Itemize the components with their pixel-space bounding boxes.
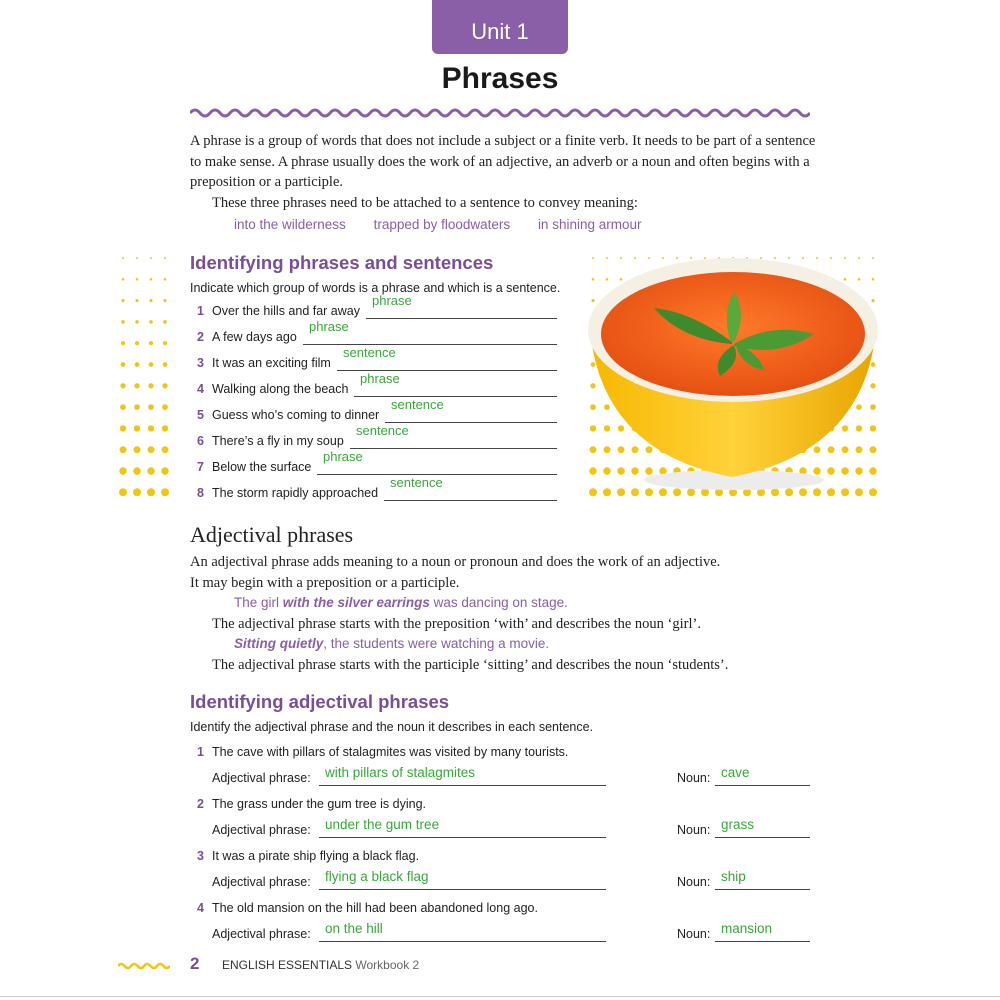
- answer-text: phrase: [360, 371, 400, 386]
- adjectival-phrase-answer: under the gum tree: [325, 817, 440, 832]
- dot: [134, 404, 140, 410]
- dot: [162, 425, 168, 431]
- footer-wave-icon: [118, 962, 170, 970]
- bottom-rule: [0, 996, 1000, 997]
- question-text: A few days ago: [212, 330, 297, 344]
- answer-text: sentence: [391, 397, 444, 412]
- answer-text: sentence: [343, 345, 396, 360]
- question-number: 2: [197, 797, 204, 811]
- question-text: Below the surface: [212, 460, 312, 474]
- noun-answer: grass: [721, 817, 755, 832]
- dot: [163, 320, 167, 324]
- dot: [121, 299, 124, 302]
- dot: [135, 341, 139, 345]
- question-number: 6: [197, 434, 204, 448]
- question-number: 3: [197, 849, 204, 863]
- page-number: 2: [190, 954, 200, 973]
- dot: [120, 404, 126, 410]
- question-number: 4: [197, 901, 204, 915]
- adjectival-phrase-answer: with pillars of stalagmites: [325, 765, 476, 780]
- dot: [147, 467, 154, 474]
- dot: [162, 404, 168, 410]
- dot: [161, 488, 169, 496]
- adjectival-question: [197, 901, 817, 951]
- dot: [161, 467, 168, 474]
- dot: [135, 320, 139, 324]
- example-text: was dancing on stage.: [429, 595, 568, 610]
- dot: [150, 278, 153, 281]
- adjectival-question: [197, 745, 817, 795]
- noun-label: Noun:: [677, 771, 711, 785]
- dot: [136, 257, 138, 259]
- adjectival-body: [190, 552, 830, 675]
- dot: [164, 257, 166, 259]
- noun-answer: mansion: [721, 921, 773, 936]
- question-text: The storm rapidly approached: [212, 486, 379, 500]
- section-instruction: Identify the adjectival phrase and the noun it describes in each sentence.: [190, 720, 594, 734]
- question-sentence: The grass under the gum tree is dying.: [212, 797, 427, 811]
- example-explanation-2: The adjectival phrase starts with the participle ‘sitting’ and describes the noun ‘students’.: [212, 656, 729, 673]
- example-sentence-1: [190, 593, 830, 614]
- example-phrase: in shining armour: [537, 217, 642, 232]
- answer-line[interactable]: [354, 396, 557, 397]
- dot: [136, 278, 139, 281]
- dot: [150, 257, 152, 259]
- dot: [120, 383, 125, 388]
- question-number: 1: [197, 304, 204, 318]
- adjectival-phrase-answer-line[interactable]: [319, 837, 606, 838]
- dot: [119, 467, 126, 474]
- dot: [162, 446, 169, 453]
- dot: [120, 425, 126, 431]
- example-sentence-2: [190, 634, 830, 655]
- example-explanation-1: The adjectival phrase starts with the preposition ‘with’ and describes the noun ‘girl’.: [212, 615, 701, 632]
- section-heading-adjectival: Identifying adjectival phrases: [190, 691, 450, 712]
- question-sentence: The cave with pillars of stalagmites was visited by many tourists.: [212, 745, 569, 759]
- dot: [163, 299, 166, 302]
- adjectival-title: Adjectival phrases: [190, 522, 354, 547]
- example-text: , the students were watching a movie.: [323, 636, 550, 651]
- dot: [134, 425, 140, 431]
- question-number: 5: [197, 408, 204, 422]
- dot: [163, 362, 168, 367]
- wavy-divider: [190, 106, 810, 120]
- question-text: It was an exciting film: [212, 356, 331, 370]
- example-highlight: Sitting quietly: [234, 636, 324, 651]
- answer-text: phrase: [309, 319, 349, 334]
- example-phrase: into the wilderness: [234, 217, 346, 232]
- workbook-name: Workbook 2: [355, 958, 420, 972]
- dot: [148, 404, 154, 410]
- adjectival-definition: An adjectival phrase adds meaning to a noun or pronoun and does the work of an adjective.: [190, 554, 721, 570]
- noun-label: Noun:: [677, 823, 711, 837]
- section-instruction: Indicate which group of words is a phrase and which is a sentence.: [190, 281, 561, 295]
- noun-label: Noun:: [677, 875, 711, 889]
- adjectival-note: It may begin with a preposition or a participle.: [190, 574, 460, 591]
- question-sentence: It was a pirate ship flying a black flag.: [212, 849, 420, 863]
- dot: [163, 341, 167, 345]
- dot: [133, 467, 140, 474]
- question-text: Walking along the beach: [212, 382, 349, 396]
- example-text: The girl: [234, 595, 283, 610]
- dot: [122, 257, 124, 259]
- answer-line[interactable]: [366, 318, 557, 319]
- book-title: [222, 958, 419, 972]
- dot: [133, 488, 141, 496]
- dot: [149, 341, 153, 345]
- dot: [149, 299, 152, 302]
- intro-paragraph: A phrase is a group of words that does not include a subject or a finite verb. It needs to be part of a sentence to make sense. A phrase usually does the work of an adjective, an adverb or a noun and often begins with a preposition or a participle.: [190, 133, 816, 191]
- answer-line[interactable]: [384, 500, 557, 501]
- dot: [121, 320, 125, 324]
- dot: [135, 299, 138, 302]
- dot: [121, 362, 126, 367]
- answer-text: sentence: [390, 475, 443, 490]
- question-text: Guess who’s coming to dinner: [212, 408, 380, 422]
- example-phrase: trapped by floodwaters: [373, 217, 511, 232]
- dot: [134, 446, 141, 453]
- adjectival-phrase-answer: on the hill: [325, 921, 383, 936]
- dot: [135, 362, 140, 367]
- book-name: ENGLISH ESSENTIALS: [222, 958, 353, 972]
- adjectival-phrase-label: Adjectival phrase:: [212, 927, 311, 941]
- dot: [134, 383, 139, 388]
- answer-line[interactable]: [385, 422, 557, 423]
- dot: [147, 488, 155, 496]
- dot: [149, 320, 153, 324]
- example-highlight: with the silver earrings: [282, 595, 430, 610]
- question-number: 4: [197, 382, 204, 396]
- dot: [164, 278, 167, 281]
- answer-text: phrase: [372, 293, 412, 308]
- question-number: 8: [197, 486, 204, 500]
- page-footer: [0, 950, 1000, 980]
- adjectival-phrase-label: Adjectival phrase:: [212, 875, 311, 889]
- adjectival-question: [197, 797, 817, 847]
- question-number: 7: [197, 460, 204, 474]
- noun-answer-line[interactable]: [715, 889, 810, 890]
- answer-text: sentence: [356, 423, 409, 438]
- page-title: Phrases: [441, 62, 559, 95]
- noun-answer-line[interactable]: [715, 837, 810, 838]
- answer-line[interactable]: [350, 448, 557, 449]
- dot: [148, 383, 153, 388]
- adjectival-phrase-answer-line[interactable]: [319, 941, 606, 942]
- noun-answer-line[interactable]: [715, 785, 810, 786]
- dot: [148, 425, 154, 431]
- adjectival-phrase-label: Adjectival phrase:: [212, 771, 311, 785]
- unit-tab: Unit 1: [432, 0, 568, 54]
- question-number: 3: [197, 356, 204, 370]
- question-text: There’s a fly in my soup: [212, 434, 344, 448]
- adjectival-question: [197, 849, 817, 899]
- dot: [148, 446, 155, 453]
- section-heading-phrases: Identifying phrases and sentences: [190, 252, 494, 273]
- noun-answer: cave: [721, 765, 750, 780]
- answer-line[interactable]: [303, 344, 557, 345]
- dot: [121, 341, 125, 345]
- dot: [162, 383, 167, 388]
- question-number: 1: [197, 745, 204, 759]
- noun-answer-line[interactable]: [715, 941, 810, 942]
- example-phrases: [234, 217, 666, 232]
- answer-text: phrase: [323, 449, 363, 464]
- question-text: Over the hills and far away: [212, 304, 360, 318]
- adjectival-phrase-answer-line[interactable]: [319, 785, 606, 786]
- intro-lead: These three phrases need to be attached to a sentence to convey meaning:: [212, 195, 638, 212]
- dot: [119, 488, 127, 496]
- adjectival-phrase-answer-line[interactable]: [319, 889, 606, 890]
- noun-answer: ship: [721, 869, 746, 884]
- noun-label: Noun:: [677, 927, 711, 941]
- adjectival-phrase-label: Adjectival phrase:: [212, 823, 311, 837]
- question-sentence: The old mansion on the hill had been abandoned long ago.: [212, 901, 538, 915]
- intro-text: [190, 131, 820, 214]
- soup-bowl-image: [582, 252, 882, 497]
- dot: [122, 278, 125, 281]
- dot: [149, 362, 154, 367]
- dot: [120, 446, 127, 453]
- adjectival-phrase-answer: flying a black flag: [325, 869, 429, 884]
- dot-pattern-left: [118, 252, 178, 502]
- question-number: 2: [197, 330, 204, 344]
